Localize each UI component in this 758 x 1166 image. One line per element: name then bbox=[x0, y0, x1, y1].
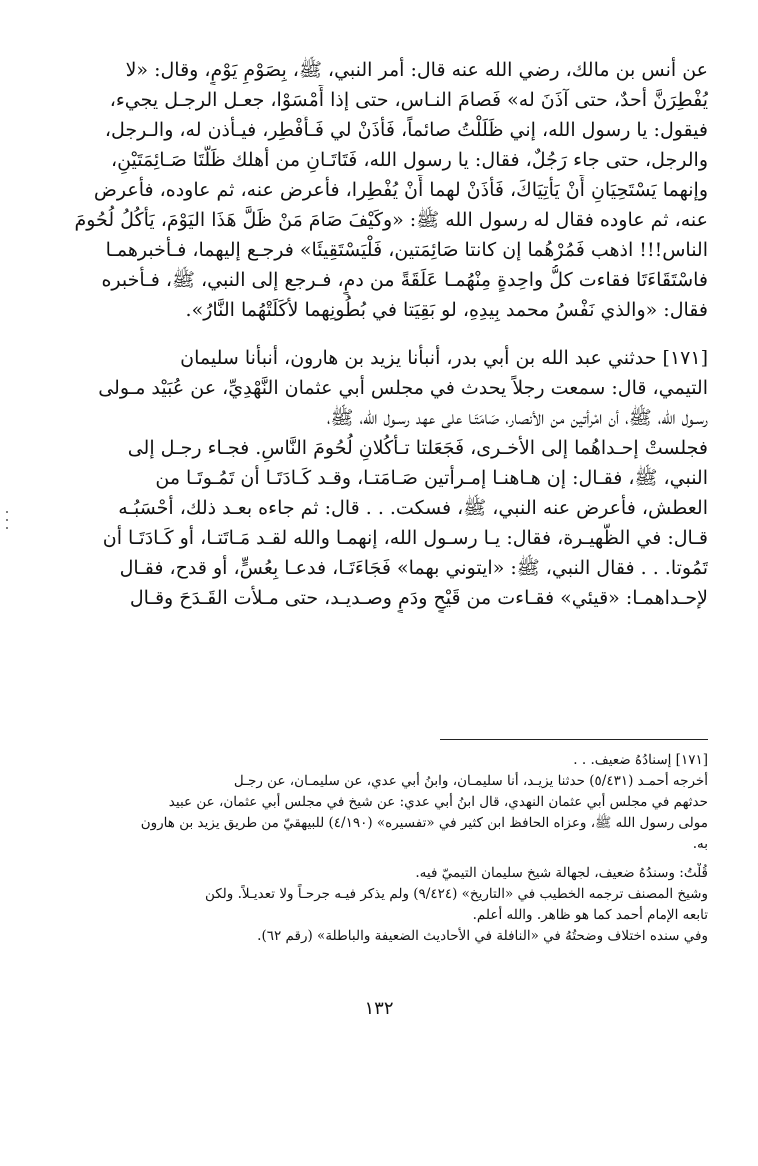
text-line: وإنهما يَسْتَحِيَانِ أَنْ يَأْتِيَاكَ، فَأْذَنْ لهما أَنْ يُفْطِرا، فأعرض عنه، ثم عاوده، فأعرض bbox=[93, 179, 708, 201]
margin-specks bbox=[2, 505, 12, 545]
text-line: الناس!!! اذهب فَمُرْهُما إن كانتا صَائِمَتين، فَلْيَسْتَقِيئَا» فرجـع إليهما، فـأخبرهمـا bbox=[105, 239, 708, 261]
text-line: يُفْطِرَنَّ أحدٌ، حتى آذَنَ له» فَصامَ النـاس، حتى إذا أَمْسَوْا، جعـل الرجـل يجيء، bbox=[109, 89, 708, 111]
continuation-paragraph bbox=[58, 55, 708, 325]
text-line: فاسْتَقَاءَتَا فقاءت كلُّ واحِدةٍ مِنْهُمـا عَلَقَةً من دمٍ، فـرجع إلى النبي، ﷺ، فـأخبره bbox=[101, 269, 708, 291]
footnote-line: وفي سنده اختلاف وضحتُهُ في «النافلة في الأحاديث الضعيفة والباطلة» (رقم ٦٢). bbox=[257, 928, 708, 944]
footnote-line: أخرجه أحمـد (٥/٤٣١) حدثنا يزيـد، أنا سليمـان، وابنُ أبي عدي، عن سليمـان، عن رجـل bbox=[233, 773, 708, 789]
text-line: [١٧١] حدثني عبد الله بن أبي بدر، أنبأنا يزيد بن هارون، أنبأنا سليمان bbox=[180, 347, 708, 369]
text-line: العطش، فأعرض عنه النبي، ﷺ، فسكت. . . قال: ثم جاءه بعـد ذلك، أحْسَبُـه bbox=[118, 497, 708, 519]
text-line: فجلستْ إحـداهُما إلى الأخـرى، فَجَعَلتا تـأْكُلانِ لُحُومَ النَّاسِ. فجـاء رجـل إلى bbox=[127, 437, 708, 459]
text-line: قـال: في الظَّهيـرة، فقال: يـا رسـول الله، إنهمـا والله لقـد مَـاتَتـا، أو كَـادَتَـا أن bbox=[102, 527, 708, 549]
footnote-line: حدثهم في مجلس أبي عثمان النهدي، قال ابنُ أبي عدي: عن شيخ في مجلس أبي عثمان، عن عبيد bbox=[168, 794, 708, 810]
text-line: عنه، ثم عاوده فقال له رسول الله ﷺ: «وكَيْفَ صَامَ مَنْ ظَلَّ هَذَا اليَوْمَ، يَأْكُلُ لُحُومَ bbox=[74, 209, 708, 231]
footnote-line: به. bbox=[692, 836, 708, 852]
page-number: ١٣٢ bbox=[364, 998, 394, 1019]
footnotes bbox=[58, 750, 708, 947]
footnote-divider bbox=[440, 739, 708, 740]
hadith-171-paragraph bbox=[58, 343, 708, 613]
footnote-line: مولى رسول الله ﷺ، وعزاه الحافظ ابن كثير في «تفسيره» (٤/١٩٠) للبيهقيّ من طريق يزيد بن هارون bbox=[140, 815, 708, 831]
text-line: تَمُوتا. . . فقال النبي، ﷺ: «ايتوني بهما» فَجَاءَتَـا، فدعـا بِعُسٍّ، أو قدح، فقـال bbox=[119, 557, 708, 579]
text-line: فيقول: يا رسول الله، إني ظَلَلْتُ صائماً، فَأْذَنْ لي فَـأُفْطِر، فيـأذن له، والـرجل، bbox=[104, 119, 708, 141]
text-line: النبي، ﷺ، فقـال: إن هـاهنـا إمـرأتين صَـامَتـا، وقـد كَـادَتَـا أن تَمُـوتَـا من bbox=[155, 467, 708, 489]
text-line: عن أنس بن مالك، رضي الله عنه قال: أمر النبي، ﷺ، بِصَوْمِ يَوْمٍ، وقال: «لا bbox=[125, 59, 708, 81]
footnote-line: قُلْتُ: وسندُهُ ضعيف، لجهالة شيخ سليمان التيميّ فيه. bbox=[415, 865, 708, 881]
text-line: والرجل، حتى جاء رَجُلٌ، فقال: يا رسول الله، فَتَاتَـانِ من أهلك ظَلَّتَا صَـائِمَتَيْنِ، bbox=[110, 149, 708, 171]
text-line: رسـول الله، ﷺ، أن امْرأتين من الأنصار، صَامَتَـا على عهد رسـول الله، ﷺ، bbox=[326, 407, 708, 429]
footnote-line: [١٧١] إسنادُهُ ضعيف. . . bbox=[573, 752, 708, 768]
text-line: فقال: «والذي نَفْسُ محمد بِيدِهِ، لو بَقِيَتا في بُطُونِهما لأكَلَتْهُما النَّارُ». bbox=[185, 299, 708, 321]
footnote-line: وشيخ المصنف ترجمه الخطيب في «التاريخ» (٩/٤٢٤) ولم يذكر فيـه جرحـاً ولا تعديـلاً. ولكن bbox=[204, 886, 708, 902]
text-line: التيمي، قال: سمعت رجلاً يحدث في مجلس أبي عثمان النَّهْدِيِّ، عن عُبَيْد مـولى bbox=[98, 377, 708, 399]
footnote-line: تابعه الإمام أحمد كما هو ظاهر. والله أعلم. bbox=[472, 907, 708, 923]
text-line: لإحـداهمـا: «قيئي» فقـاءت من قَيْحٍ ودَمٍ وصـديـد، حتى مـلأت القَـدَحَ وقـال bbox=[129, 587, 708, 609]
main-text bbox=[58, 55, 708, 613]
